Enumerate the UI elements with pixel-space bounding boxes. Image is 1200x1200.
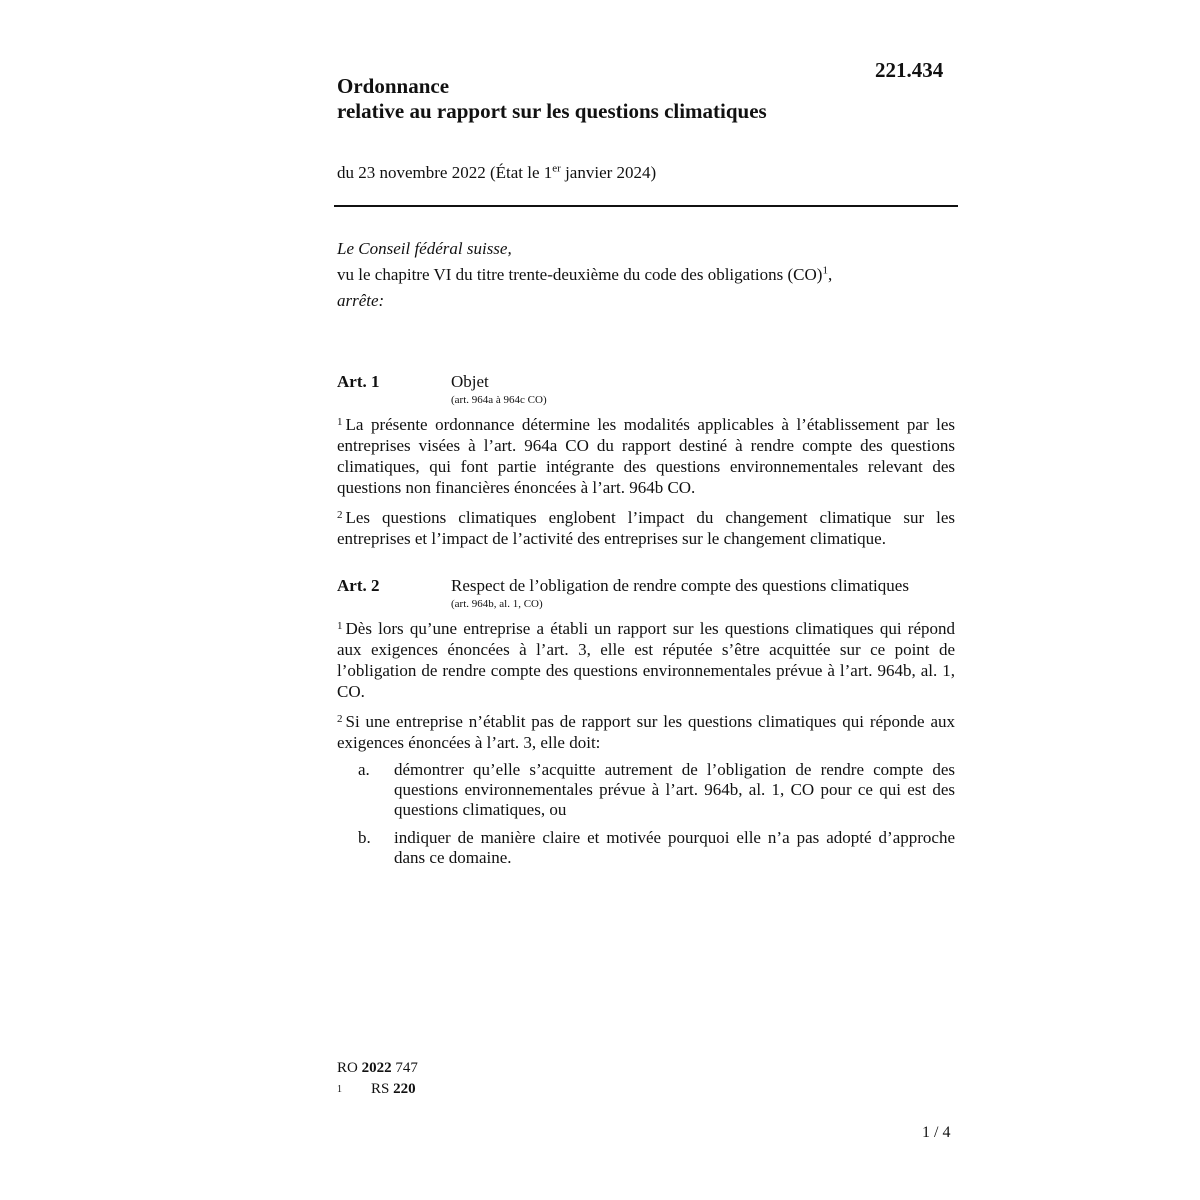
rs-number: 221.434 — [875, 58, 944, 82]
preamble-basis: vu le chapitre VI du titre trente-deuxième du code des obligations (CO)$^1$, — [337, 264, 833, 284]
article-1-paragraph-1: $^1$ La présente ordonnance détermine les modalités applicables à l’établissement par les entreprises visées à l’art. 964a CO du rapport destiné à rendre compte des questions climatiques, qui font partie intégrante des questions environnementales relevant des questions non financières énoncées à l’art. 964b CO. — [337, 415, 955, 497]
article-2-header — [337, 576, 955, 616]
article-2-title: Respect de l’obligation de rendre compte des questions climatiques — [451, 576, 909, 595]
article-1-title: Objet — [451, 372, 489, 391]
title-line-2: relative au rapport sur les questions climatiques — [337, 99, 767, 123]
footnote-ro: RO 2022 747 — [337, 1060, 418, 1076]
article-1-header — [337, 372, 955, 412]
article-1-paragraph-2: $^2$ Les questions climatiques englobent l’impact du changement climatique sur les entreprises et l’impact de l’activité des entreprises sur le changement climatique. — [337, 508, 955, 548]
date-pre: du 23 novembre 2022 (État le 1 — [337, 163, 553, 182]
preamble — [337, 236, 955, 314]
article-2-list-item-b: b. indiquer de manière claire et motivée pourquoi elle n’a pas adopté d’approche dans ce domaine. — [358, 828, 955, 867]
footnotes — [337, 1058, 418, 1100]
article-2-paragraph-2: $^2$ Si une entreprise n’établit pas de rapport sur les questions climatiques qui réponde aux exigences énoncées à l’art. 3, elle doit: — [337, 712, 955, 752]
article-1 — [337, 372, 955, 556]
article-2 — [337, 576, 955, 876]
page-number: 1 / 4 — [922, 1124, 951, 1141]
document-title — [337, 74, 767, 124]
article-2-number: Art. 2 — [337, 576, 380, 595]
article-1-reference: (art. 964a à 964c CO) — [451, 394, 547, 406]
footnote-ref-1[interactable]: 1 — [822, 264, 828, 277]
preamble-decrees: arrête: — [337, 291, 385, 310]
header-rule — [334, 205, 958, 207]
date-sup: er — [552, 162, 561, 175]
article-1-number: Art. 1 — [337, 372, 380, 391]
article-2-list-item-a: a. démontrer qu’elle s’acquitte autrement de l’obligation de rendre compte des questions environnementales prévue à l’art. 964b, al. 1, CO pour ce qui est des questions climatiques, ou — [358, 760, 955, 819]
date-post: janvier 2024) — [560, 163, 657, 182]
article-2-paragraph-1: $^1$ Dès lors qu’une entreprise a établi un rapport sur les questions climatiques qui répond aux exigences énoncées à l’art. 3, elle est réputée s’être acquittée sur ce point de l’obligation de rendre compte des questions environnementales prévue à l’art. 964b, al. 1, CO. — [337, 619, 955, 701]
footnote-1: 1 RS 220 — [337, 1081, 416, 1097]
article-2-reference: (art. 964b, al. 1, CO) — [451, 598, 543, 610]
preamble-authority: Le Conseil fédéral suisse, — [337, 239, 512, 258]
document-date — [337, 163, 656, 183]
title-line-1: Ordonnance — [337, 74, 450, 98]
